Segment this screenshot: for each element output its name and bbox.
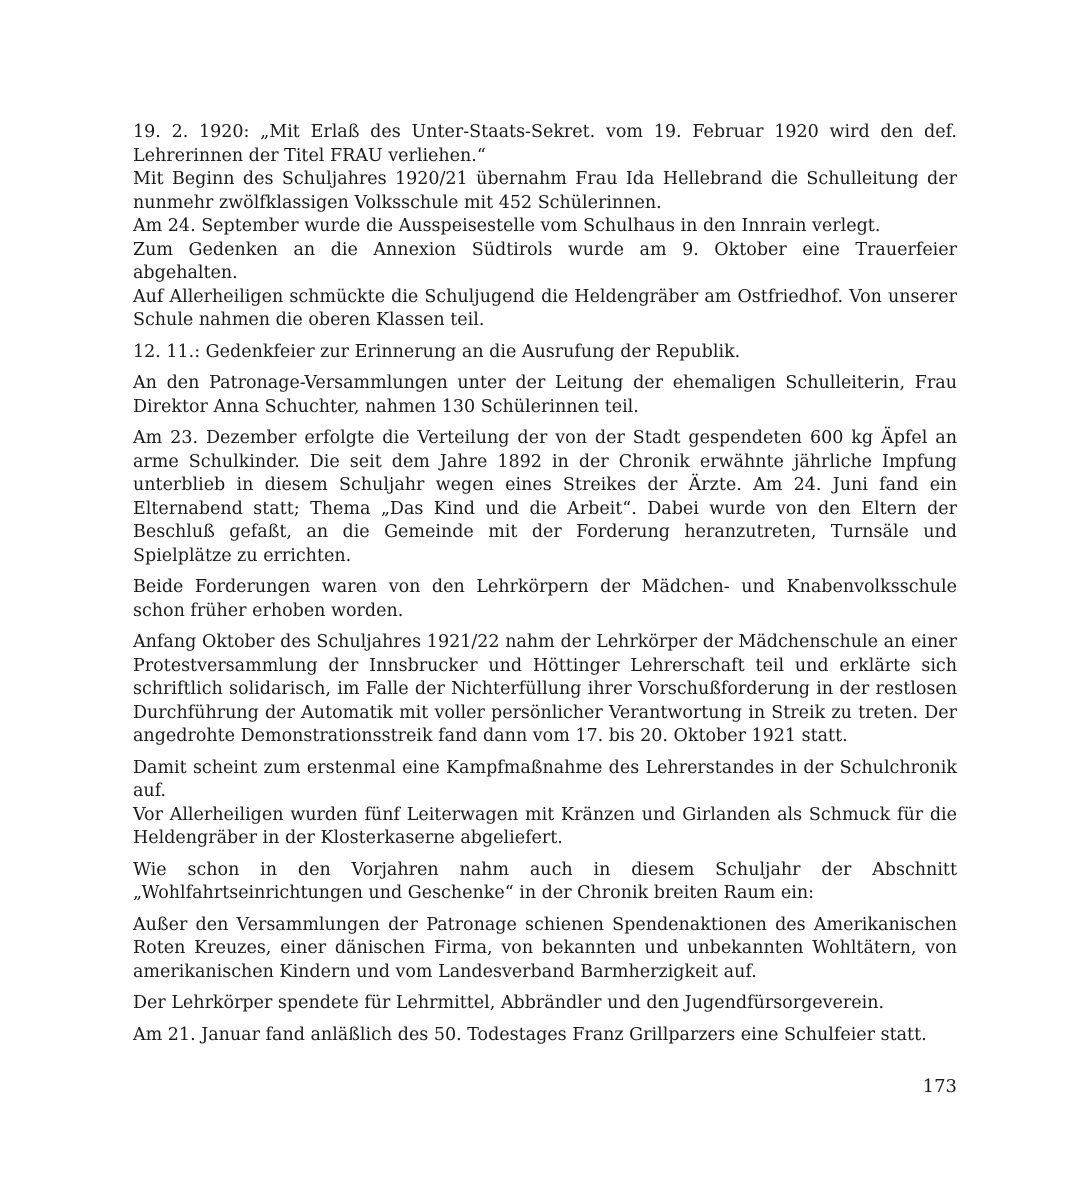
paragraph-16: Am 21. Januar fand anläßlich des 50. Todestages Franz Grillparzers eine Schulfeier statt. [133, 1024, 927, 1045]
paragraph-10: Anfang Oktober des Schuljahres 1921/22 nahm der Lehrkörper der Mädchenschule an einer Protestversammlung der Innsbrucker und Höttinger Lehrerschaft teil und erklärte sich schriftlich solidarisch, im Falle der Nichterfüllung ihrer Vorschußforderung in der restlosen Durchführung der Automatik mit voller persönlicher Verantwortung in Streik zu treten. Der angedrohte Demonstrationsstreik fand dann vom 17. bis 20. Oktober 1921 statt. [133, 632, 957, 746]
paragraph-9: Beide Forderungen waren von den Lehrkörpern der Mädchen- und Knabenvolksschule schon früher erhoben worden. [133, 577, 957, 621]
paragraph-14: Außer den Versammlungen der Patronage schienen Spendenaktionen des Amerikanischen Roten Kreuzes, einer dänischen Firma, von bekannten und unbekannten Wohltätern, von amerikanischen Kindern und vom Landesverband Barmherzigkeit auf. [133, 914, 957, 982]
paragraph-11: Damit scheint zum erstenmal eine Kampfmaßnahme des Lehrerstandes in der Schulchronik auf. [133, 757, 957, 801]
paragraph-15: Der Lehrkörper spendete für Lehrmittel, Abbrändler und den Jugendfürsorgeverein. [133, 993, 885, 1013]
paragraph-1: 19. 2. 1920: „Mit Erlaß des Unter-Staats-Sekret. vom 19. Februar 1920 wird den def. Lehrerinnen der Titel FRAU verliehen.“ [133, 122, 957, 166]
paragraph-2: Mit Beginn des Schuljahres 1920/21 übernahm Frau Ida Hellebrand die Schulleitung der nunmehr zwölfklassigen Volksschule mit 452 Schülerinnen. [133, 169, 957, 213]
paragraph-7: An den Patronage-Versammlungen unter der Leitung der ehemaligen Schulleiterin, Frau Direktor Anna Schuchter, nahmen 130 Schülerinnen teil. [133, 373, 957, 417]
paragraph-6: 12. 11.: Gedenkfeier zur Erinnerung an die Ausrufung der Republik. [133, 341, 741, 362]
paragraph-5: Auf Allerheiligen schmückte die Schuljugend die Heldengräber am Ostfriedhof. Von unserer Schule nahmen die oberen Klassen teil. [133, 286, 957, 330]
paragraph-13: Wie schon in den Vorjahren nahm auch in diesem Schuljahr der Abschnitt „Wohlfahrtseinrichtungen und Geschenke“ in der Chronik breiten Raum ein: [133, 859, 957, 903]
page-number: 173 [922, 1076, 957, 1097]
paragraph-3: Am 24. September wurde die Ausspeisestelle vom Schulhaus in den Innrain verlegt. [133, 216, 881, 236]
body-text [133, 121, 957, 1055]
paragraph-4: Zum Gedenken an die Annexion Südtirols wurde am 9. Oktober eine Trauerfeier abgehalten. [133, 239, 957, 283]
paragraph-12: Vor Allerheiligen wurden fünf Leiterwagen mit Kränzen und Girlanden als Schmuck für die Heldengräber in der Klosterkaserne abgeliefert. [133, 804, 957, 848]
paragraph-8: Am 23. Dezember erfolgte die Verteilung der von der Stadt gespendeten 600 kg Äpfel an arme Schulkinder. Die seit dem Jahre 1892 in der Chronik erwähnte jährliche Impfung unterblieb in diesem Schuljahr wegen eines Streikes der Ärzte. Am 24. Juni fand ein Elternabend statt; Thema „Das Kind und die Arbeit“. Dabei wurde von den Eltern der Beschluß gefaßt, an die Gemeinde mit der Forderung heranzutreten, Turnsäle und Spielplätze zu errichten. [133, 428, 957, 566]
